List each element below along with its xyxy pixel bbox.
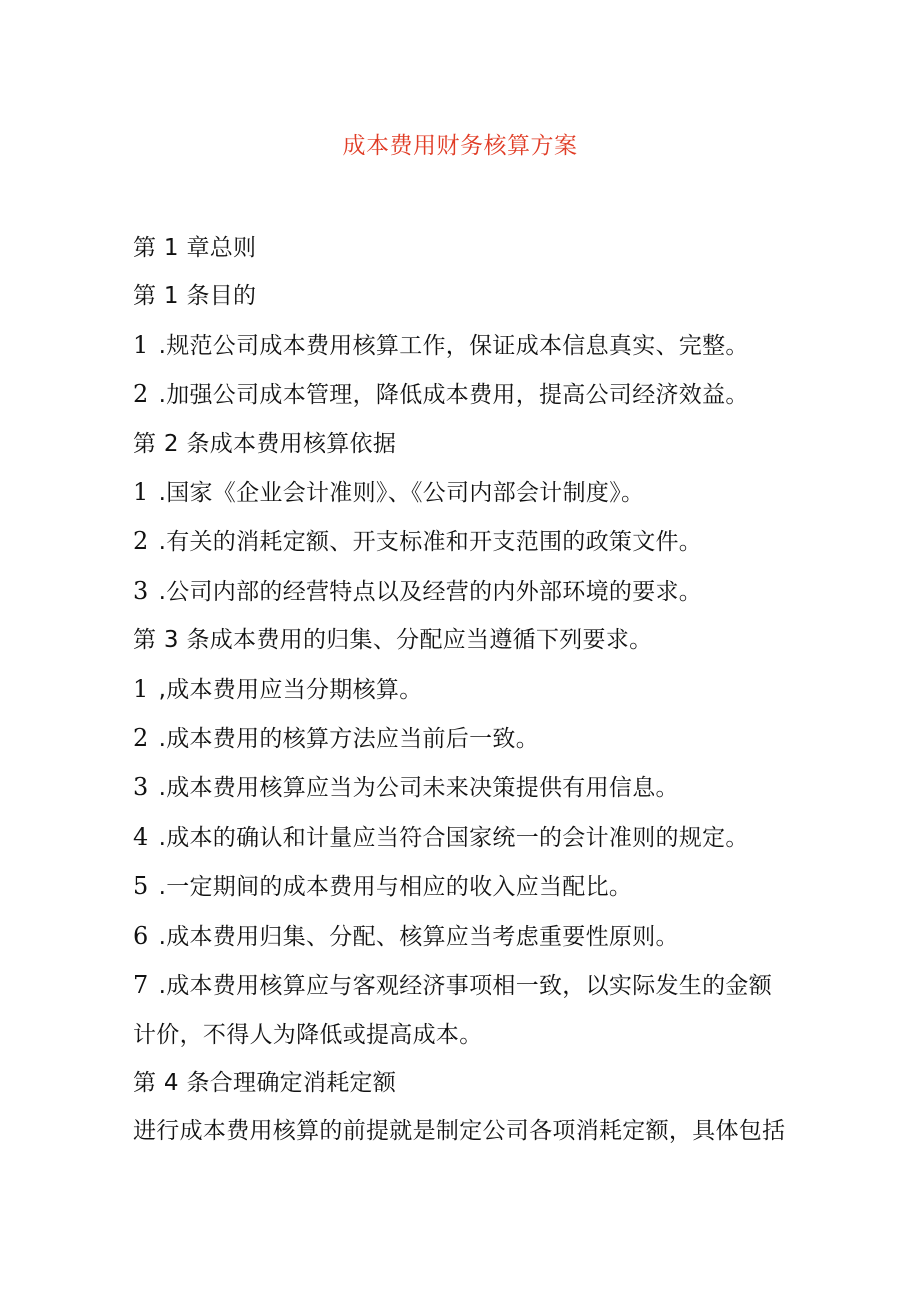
line-text: ,成本费用应当分期核算。 xyxy=(158,676,423,703)
list-number: 5 xyxy=(133,872,149,901)
list-number: 1 xyxy=(133,674,149,703)
line-text: .一定期间的成本费用与相应的收入应当配比。 xyxy=(158,874,633,901)
line-text: .成本费用核算应与客观经济事项相一致，以实际发生的金额 xyxy=(158,973,772,1000)
document-body xyxy=(133,224,813,1156)
document-line xyxy=(133,370,813,419)
line-text: .成本费用核算应当为公司未来决策提供有用信息。 xyxy=(158,775,679,802)
line-text: 第 2 条成本费用核算依据 xyxy=(133,430,397,457)
line-text: .有关的消耗定额、开支标准和开支范围的政策文件。 xyxy=(158,529,703,556)
document-line xyxy=(133,420,813,468)
list-number: 7 xyxy=(133,971,149,1000)
document-line xyxy=(133,517,813,566)
line-text: 计价，不得人为降低或提高成本。 xyxy=(133,1021,483,1048)
list-number: 2 xyxy=(133,724,149,753)
document-line xyxy=(133,665,813,714)
list-number: 3 xyxy=(133,576,149,605)
list-number: 2 xyxy=(133,527,149,556)
document-line xyxy=(133,1011,813,1059)
document-line xyxy=(133,567,813,616)
line-text: 第 3 条成本费用的归集、分配应当遵循下列要求。 xyxy=(133,627,653,654)
list-number: 4 xyxy=(133,822,149,851)
document-line xyxy=(133,862,813,911)
line-text: .加强公司成本管理，降低成本费用，提高公司经济效益。 xyxy=(158,382,749,409)
line-text: .规范公司成本费用核算工作，保证成本信息真实、完整。 xyxy=(158,332,749,359)
document-title: 成本费用财务核算方案 xyxy=(342,133,578,159)
list-number: 2 xyxy=(133,380,149,409)
document-line xyxy=(133,272,813,320)
document-line xyxy=(133,616,813,664)
line-text: .国家《企业会计准则》、《公司内部会计制度》。 xyxy=(158,480,645,507)
document-line xyxy=(133,961,813,1010)
list-number: 1 xyxy=(133,478,149,507)
document-line xyxy=(133,468,813,517)
line-text: 第 1 章总则 xyxy=(133,235,257,261)
list-number: 1 xyxy=(133,330,149,359)
line-text: .成本的确认和计量应当符合国家统一的会计准则的规定。 xyxy=(158,824,749,851)
document-line xyxy=(133,912,813,961)
line-text: .公司内部的经营特点以及经营的内外部环境的要求。 xyxy=(158,578,703,605)
document-line xyxy=(133,224,813,272)
list-number: 3 xyxy=(133,773,149,802)
document-line xyxy=(133,1107,813,1155)
document-line xyxy=(133,714,813,763)
line-text: .成本费用的核算方法应当前后一致。 xyxy=(158,726,539,753)
document-line xyxy=(133,321,813,370)
line-text: .成本费用归集、分配、核算应当考虑重要性原则。 xyxy=(158,923,679,950)
document-line xyxy=(133,1059,813,1107)
line-text: 第 1 条目的 xyxy=(133,283,257,310)
list-number: 6 xyxy=(133,921,149,950)
line-text: 进行成本费用核算的前提就是制定公司各项消耗定额，具体包括 xyxy=(133,1118,786,1145)
document-line xyxy=(133,813,813,862)
document-line xyxy=(133,763,813,812)
line-text: 第 4 条合理确定消耗定额 xyxy=(133,1069,397,1096)
